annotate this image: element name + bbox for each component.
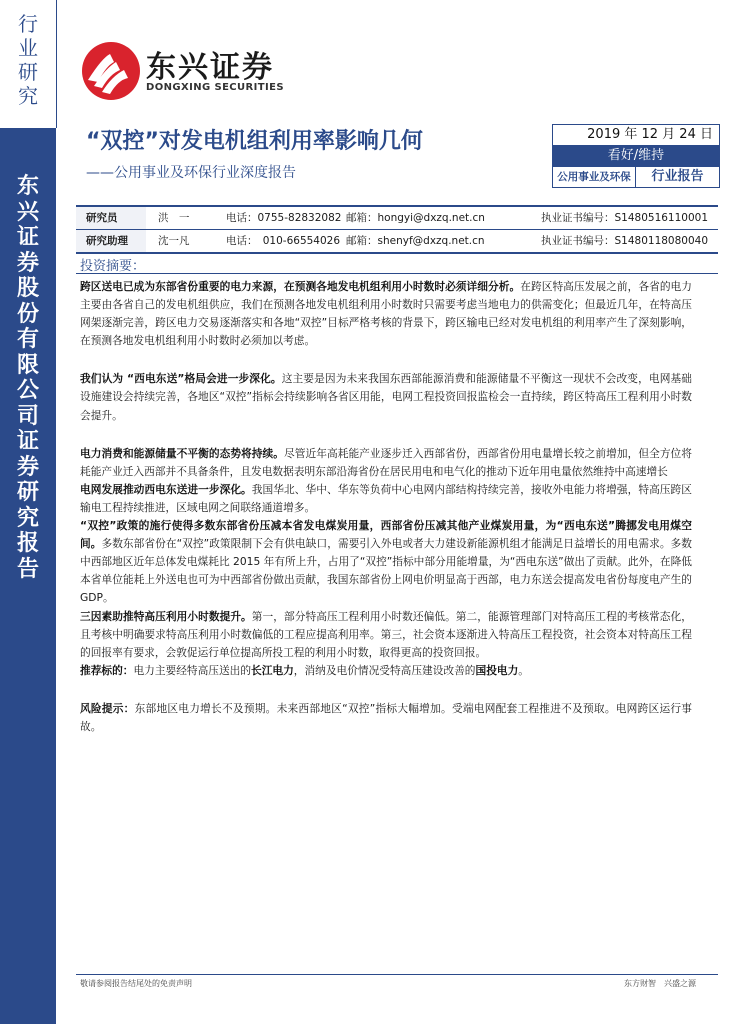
paragraph-risk	[80, 700, 692, 736]
summary-body	[80, 278, 692, 736]
para-text: 在跨区特高压发展之前，各省的电力主要由各省自己的发电机组供应，我们在预测各地发电机组利用小时数时只需要考虑当地电力的供需变化；但最近几年，在特高压网架逐渐完善，跨区电力交易逐渐落实和各地“双控”目标严格考核的背景下，跨区输电已经对发电机组的利用率产生了深刻影响，在预测各地发电机组利用小时数时必须加以考虑。	[80, 280, 692, 348]
para-text: 电力主要经特高压送出的	[133, 663, 252, 677]
para-text: 我国华北、华中、华东等负荷中心电网内部结构持续完善，接收外电能力将增强，特高压跨区输电工程持续推进，区域电网之间联络通道增多。	[80, 482, 692, 514]
analyst-table	[76, 205, 718, 254]
para-text: 多数东部省份在“双控”政策限制下会有供电缺口，需要引入外电或者大力建设新能源机组才能满足日益增长的用电需求。多数中西部地区近年总体发电煤耗比 2015 年有所上升，占用了“双控”指标中部分用能增量，为“西电东送”做出了贡献。此外，在降低本省单位能耗上外送电也可为中西部省份做出贡献，我国东部省份上网电价明显高于西部，电力东送会提高发电省份每度电产生的 GDP。	[80, 537, 692, 605]
report-title: “双控”对发电机组利用率影响几何	[86, 129, 423, 154]
para-text: 这主要是因为未来我国东西部能源消费和能源储量不平衡这一现状不会改变，电网基础设施建设会持续完善，各地区“双控”指标会持续影响各省区用能，电网工程投资回报监检会一直持续，跨区特高压工程利用小时数会提升。	[80, 372, 692, 422]
para-text: 第一，部分特高压工程利用小时数还偏低。第二，能源管理部门对特高压工程的考核常态化，且考核中明确要求特高压利用小时数偏低的工程应提高利用率。第三，社会资本逐渐进入特高压工程投资，社会资本对特高压工程的回报率有要求，会敦促运行单位提高所投工程的利用小时数，取得更高的投资回报。	[80, 609, 692, 659]
paragraph-5	[80, 517, 692, 607]
report-subtitle: ——公用事业及环保行业深度报告	[86, 165, 296, 181]
report-meta-box	[552, 124, 720, 188]
analyst-email[interactable]: 邮箱：hongyi@dxzq.net.cn	[346, 212, 485, 224]
para-lead: 跨区送电已成为东部省份重要的电力来源，在预测各地发电机组利用小时数时必须详细分析。	[80, 280, 521, 293]
paragraph-1	[80, 278, 692, 350]
stock-pick: 长江电力	[251, 663, 294, 677]
para-lead: 风险提示：	[80, 701, 135, 715]
footer-divider	[76, 974, 718, 975]
rating-badge: 看好/维持	[553, 146, 719, 166]
paragraph-4	[80, 481, 692, 517]
report-category-label: 行业研究	[18, 12, 38, 108]
paragraph-7	[80, 662, 692, 680]
analyst-row	[76, 207, 718, 229]
paragraph-3	[80, 445, 692, 481]
stock-pick: 国投电力	[475, 663, 519, 677]
analyst-role: 研究员	[76, 207, 146, 229]
analyst-cert: 执业证书编号：S1480516110001	[541, 212, 709, 224]
analyst-row	[76, 229, 718, 252]
para-lead: 电网发展推动西电东送进一步深化。	[80, 482, 252, 496]
para-lead: 三因素助推特高压利用小时数提升。	[80, 609, 252, 623]
analyst-name: 沈一凡	[158, 235, 190, 247]
paragraph-6	[80, 608, 692, 662]
para-text: 尽管近年高耗能产业逐步迁入西部省份，西部省份用电量增长较之前增加，但全方位将耗能产业迁入西部并不具备条件，且发电数据表明东部沿海省份在居民用电和电气化的推动下近年用电量依然维持中高速增长	[80, 446, 692, 478]
analyst-phone: 电话：0755-82832082	[226, 212, 342, 224]
analyst-cert: 执业证书编号：S1480118080040	[541, 235, 709, 247]
para-lead: 电力消费和能源储量不平衡的态势将持续。	[80, 446, 285, 460]
analyst-role: 研究助理	[76, 230, 146, 252]
para-text: ，消纳及电价情况受特高压建设改善的	[293, 663, 476, 677]
sidebar-top	[0, 0, 57, 128]
analyst-email[interactable]: 邮箱：shenyf@dxzq.net.cn	[346, 235, 485, 247]
summary-heading: 投资摘要：	[80, 259, 146, 274]
logo-en: DONGXING SECURITIES	[146, 82, 284, 93]
org-label: 东兴证券股份有限公司证券研究报告	[16, 174, 39, 582]
analyst-name: 洪 一	[158, 212, 190, 224]
logo-cn: 东兴证券	[146, 50, 274, 85]
company-logo	[80, 38, 300, 102]
footer-disclaimer: 敬请参阅报告结尾处的免责声明	[80, 979, 192, 988]
para-lead: 我们认为 “西电东送”格局会进一步深化。	[80, 372, 282, 386]
logo-mark-icon	[80, 40, 142, 102]
sector-label: 公用事业及环保	[553, 167, 636, 187]
para-lead: 推荐标的：	[80, 663, 134, 677]
report-type-label: 行业报告	[651, 169, 704, 184]
report-date: 2019 年 12 月 24 日	[553, 125, 719, 146]
analyst-phone: 电话： 010-66554026	[226, 235, 341, 247]
para-text: 。	[518, 663, 529, 677]
paragraph-2	[80, 370, 692, 424]
para-lead: “双控”政策的施行使得多数东部省份压减本省发电煤炭用量，西部省份压减其他产业煤炭用量，为“西电东送”腾挪发电用煤空间。	[80, 519, 692, 551]
summary-divider	[76, 273, 718, 274]
footer-slogan: 东方财智 兴盛之源	[624, 979, 696, 988]
para-text: 东部地区电力增长不及预期。未来西部地区“双控”指标大幅增加。受端电网配套工程推进不及预取。电网跨区运行事故。	[80, 701, 692, 733]
sidebar	[0, 128, 56, 1024]
